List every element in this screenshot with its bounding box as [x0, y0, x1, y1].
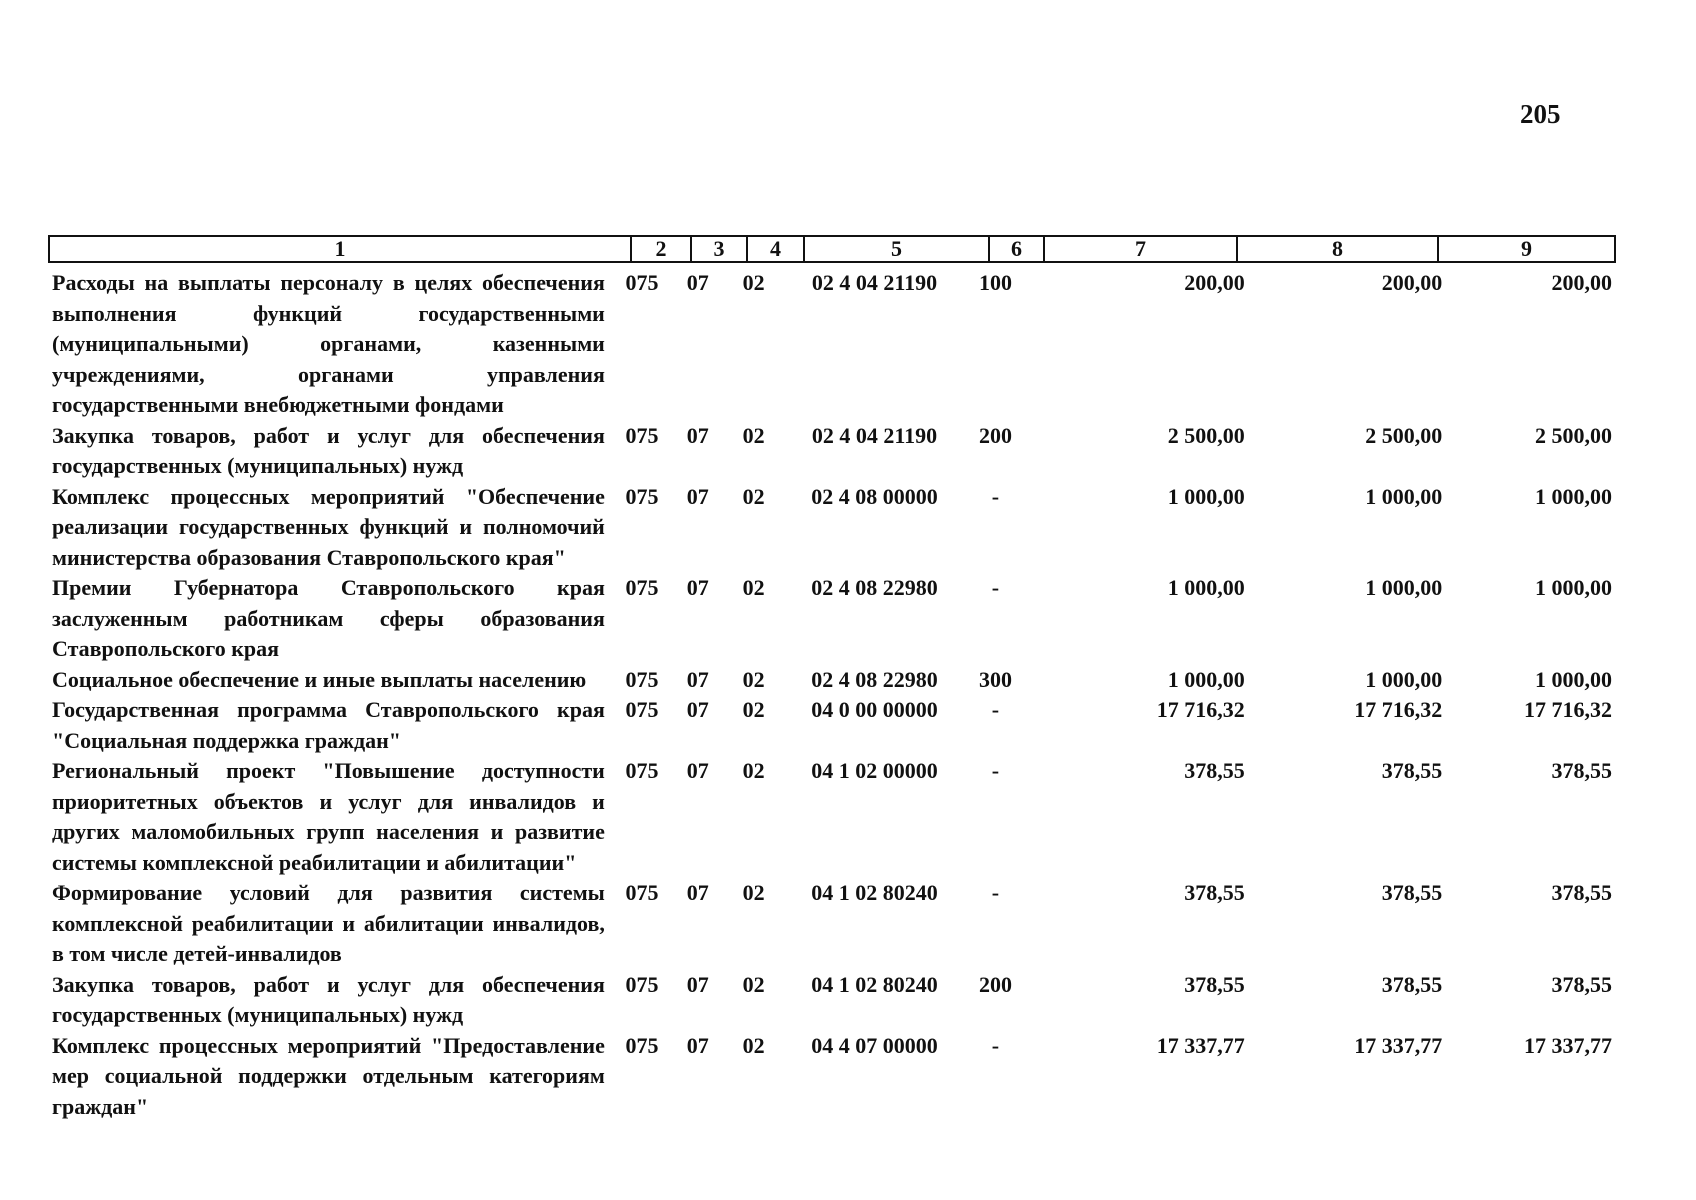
row-code-ministry: 075 — [625, 758, 659, 783]
row-name: Социальное обеспечение и иные выплаты населению — [52, 666, 587, 692]
row-amount-9: 378,55 — [1551, 880, 1612, 905]
row-name: Формирование условий для развития системы комплексной реабилитации и абилитации инвалидов, в том числе детей-инвалидов — [52, 880, 605, 966]
row-amount-9: 17 716,32 — [1524, 697, 1612, 722]
header-cell-1: 1 — [50, 237, 632, 261]
row-amount-9: 1 000,00 — [1535, 483, 1612, 509]
row-code-expense-type: - — [991, 758, 1000, 783]
header-cell-9: 9 — [1521, 236, 1532, 261]
row-name: Закупка товаров, работ и услуг для обеспечения государственных (муниципальных) нужд — [52, 971, 605, 1027]
row-code-expense-type: - — [991, 880, 1000, 905]
row-code-expense-type: 300 — [978, 666, 1012, 692]
row-code-ministry: 075 — [625, 270, 659, 295]
row-code-expense-type: 200 — [978, 422, 1012, 448]
row-name: Закупка товаров, работ и услуг для обеспечения государственных (муниципальных) нужд — [52, 422, 605, 478]
row-code-section: 07 — [686, 575, 709, 600]
header-cell-5: 5 — [805, 237, 990, 261]
row-code-target: 02 4 08 22980 — [811, 666, 938, 692]
row-code-ministry: 075 — [625, 666, 659, 692]
row-amount-8: 17 337,77 — [1354, 1032, 1443, 1058]
row-name: Региональный проект "Повышение доступности приоритетных объектов и услуг для инвалидов и других маломобильных групп населения и развитие системы комплексной реабилитации и абилитации" — [52, 758, 605, 875]
row-amount-7: 1 000,00 — [1167, 483, 1245, 509]
page-number: 205 — [1520, 99, 1561, 129]
row-amount-8: 17 716,32 — [1354, 697, 1443, 722]
row-code-ministry: 075 — [625, 880, 659, 905]
row-code-target: 02 4 04 21190 — [811, 422, 938, 448]
row-code-expense-type: - — [991, 483, 1000, 509]
table-header — [48, 235, 1616, 263]
row-code-subsection: 02 — [742, 880, 765, 905]
row-code-subsection: 02 — [742, 575, 765, 600]
row-code-section: 07 — [686, 422, 709, 448]
row-code-section: 07 — [686, 270, 709, 295]
row-code-target: 04 4 07 00000 — [811, 1032, 938, 1058]
table-row — [52, 756, 1612, 878]
table-row — [52, 878, 1612, 970]
table-row — [52, 970, 1612, 1031]
row-code-target: 02 4 08 22980 — [811, 575, 938, 600]
row-code-target: 02 4 08 00000 — [811, 483, 938, 509]
row-amount-9: 1 000,00 — [1535, 575, 1612, 600]
row-code-ministry: 075 — [625, 483, 659, 509]
row-amount-7: 17 716,32 — [1156, 697, 1245, 722]
row-code-target: 04 1 02 80240 — [811, 971, 938, 997]
row-code-ministry: 075 — [625, 1032, 659, 1058]
row-code-subsection: 02 — [742, 270, 765, 295]
row-amount-8: 1 000,00 — [1365, 666, 1443, 692]
row-name: Комплекс процессных мероприятий "Предоставление мер социальной поддержки отдельным категориям граждан" — [52, 1032, 605, 1119]
row-code-subsection: 02 — [742, 1032, 765, 1058]
table-row — [52, 482, 1612, 574]
row-code-expense-type: - — [991, 697, 1000, 722]
row-amount-8: 2 500,00 — [1365, 422, 1443, 448]
row-amount-9: 378,55 — [1551, 758, 1612, 783]
row-code-section: 07 — [686, 1032, 709, 1058]
row-amount-7: 1 000,00 — [1167, 666, 1245, 692]
row-code-section: 07 — [686, 483, 709, 509]
row-code-section: 07 — [686, 758, 709, 783]
header-cell-3: 3 — [692, 237, 748, 261]
row-code-subsection: 02 — [742, 483, 765, 509]
row-amount-7: 1 000,00 — [1167, 575, 1245, 600]
row-amount-8: 200,00 — [1381, 270, 1443, 295]
table-row — [52, 573, 1612, 665]
row-amount-7: 378,55 — [1184, 758, 1245, 783]
row-code-ministry: 075 — [625, 697, 659, 722]
row-amount-9: 200,00 — [1551, 270, 1612, 295]
row-amount-7: 200,00 — [1184, 270, 1245, 295]
row-code-section: 07 — [686, 880, 709, 905]
row-code-target: 02 4 04 21190 — [811, 270, 938, 295]
row-amount-7: 378,55 — [1184, 880, 1245, 905]
table-row — [52, 1031, 1612, 1123]
header-cell-7: 7 — [1045, 237, 1238, 261]
header-cell-8: 8 — [1238, 237, 1439, 261]
table-body — [52, 268, 1612, 1122]
table-row — [52, 421, 1612, 482]
row-name: Расходы на выплаты персоналу в целях обеспечения выполнения функций государственными (муниципальными) органами, казенными учреждениями, органами управления государственными внебюджетными фондами — [52, 270, 605, 417]
row-amount-9: 2 500,00 — [1535, 422, 1612, 448]
row-code-expense-type: 100 — [978, 270, 1012, 295]
row-code-target: 04 1 02 00000 — [811, 758, 938, 783]
row-name: Государственная программа Ставропольского края "Социальная поддержка граждан" — [52, 697, 605, 753]
row-code-target: 04 0 00 00000 — [811, 697, 938, 722]
row-name: Комплекс процессных мероприятий "Обеспечение реализации государственных функций и полномочий министерства образования Ставропольского края" — [52, 483, 605, 570]
row-code-section: 07 — [686, 971, 709, 997]
table-row — [52, 665, 1612, 696]
row-code-section: 07 — [686, 697, 709, 722]
row-amount-8: 378,55 — [1381, 971, 1443, 997]
row-code-subsection: 02 — [742, 971, 765, 997]
row-amount-9: 17 337,77 — [1524, 1032, 1612, 1058]
row-code-subsection: 02 — [742, 758, 765, 783]
row-code-ministry: 075 — [625, 971, 659, 997]
row-code-ministry: 075 — [625, 575, 659, 600]
row-amount-7: 378,55 — [1184, 971, 1245, 997]
row-code-ministry: 075 — [625, 422, 659, 448]
row-code-section: 07 — [686, 666, 709, 692]
row-code-expense-type: - — [991, 1032, 1000, 1058]
row-code-subsection: 02 — [742, 422, 765, 448]
row-amount-9: 378,55 — [1551, 971, 1612, 997]
row-name: Премии Губернатора Ставропольского края заслуженным работникам сферы образования Ставропольского края — [52, 575, 605, 661]
row-code-expense-type: 200 — [978, 971, 1012, 997]
row-amount-7: 2 500,00 — [1167, 422, 1245, 448]
row-amount-9: 1 000,00 — [1535, 666, 1612, 692]
header-cell-4: 4 — [748, 237, 805, 261]
row-code-target: 04 1 02 80240 — [811, 880, 938, 905]
row-code-subsection: 02 — [742, 666, 765, 692]
row-amount-8: 378,55 — [1381, 880, 1443, 905]
row-code-subsection: 02 — [742, 697, 765, 722]
row-amount-8: 1 000,00 — [1365, 483, 1443, 509]
row-amount-8: 1 000,00 — [1365, 575, 1443, 600]
row-code-expense-type: - — [991, 575, 1000, 600]
table-row — [52, 695, 1612, 756]
row-amount-7: 17 337,77 — [1156, 1032, 1245, 1058]
header-cell-6: 6 — [990, 237, 1045, 261]
row-amount-8: 378,55 — [1381, 758, 1443, 783]
table-row — [52, 268, 1612, 421]
header-cell-2: 2 — [632, 237, 692, 261]
